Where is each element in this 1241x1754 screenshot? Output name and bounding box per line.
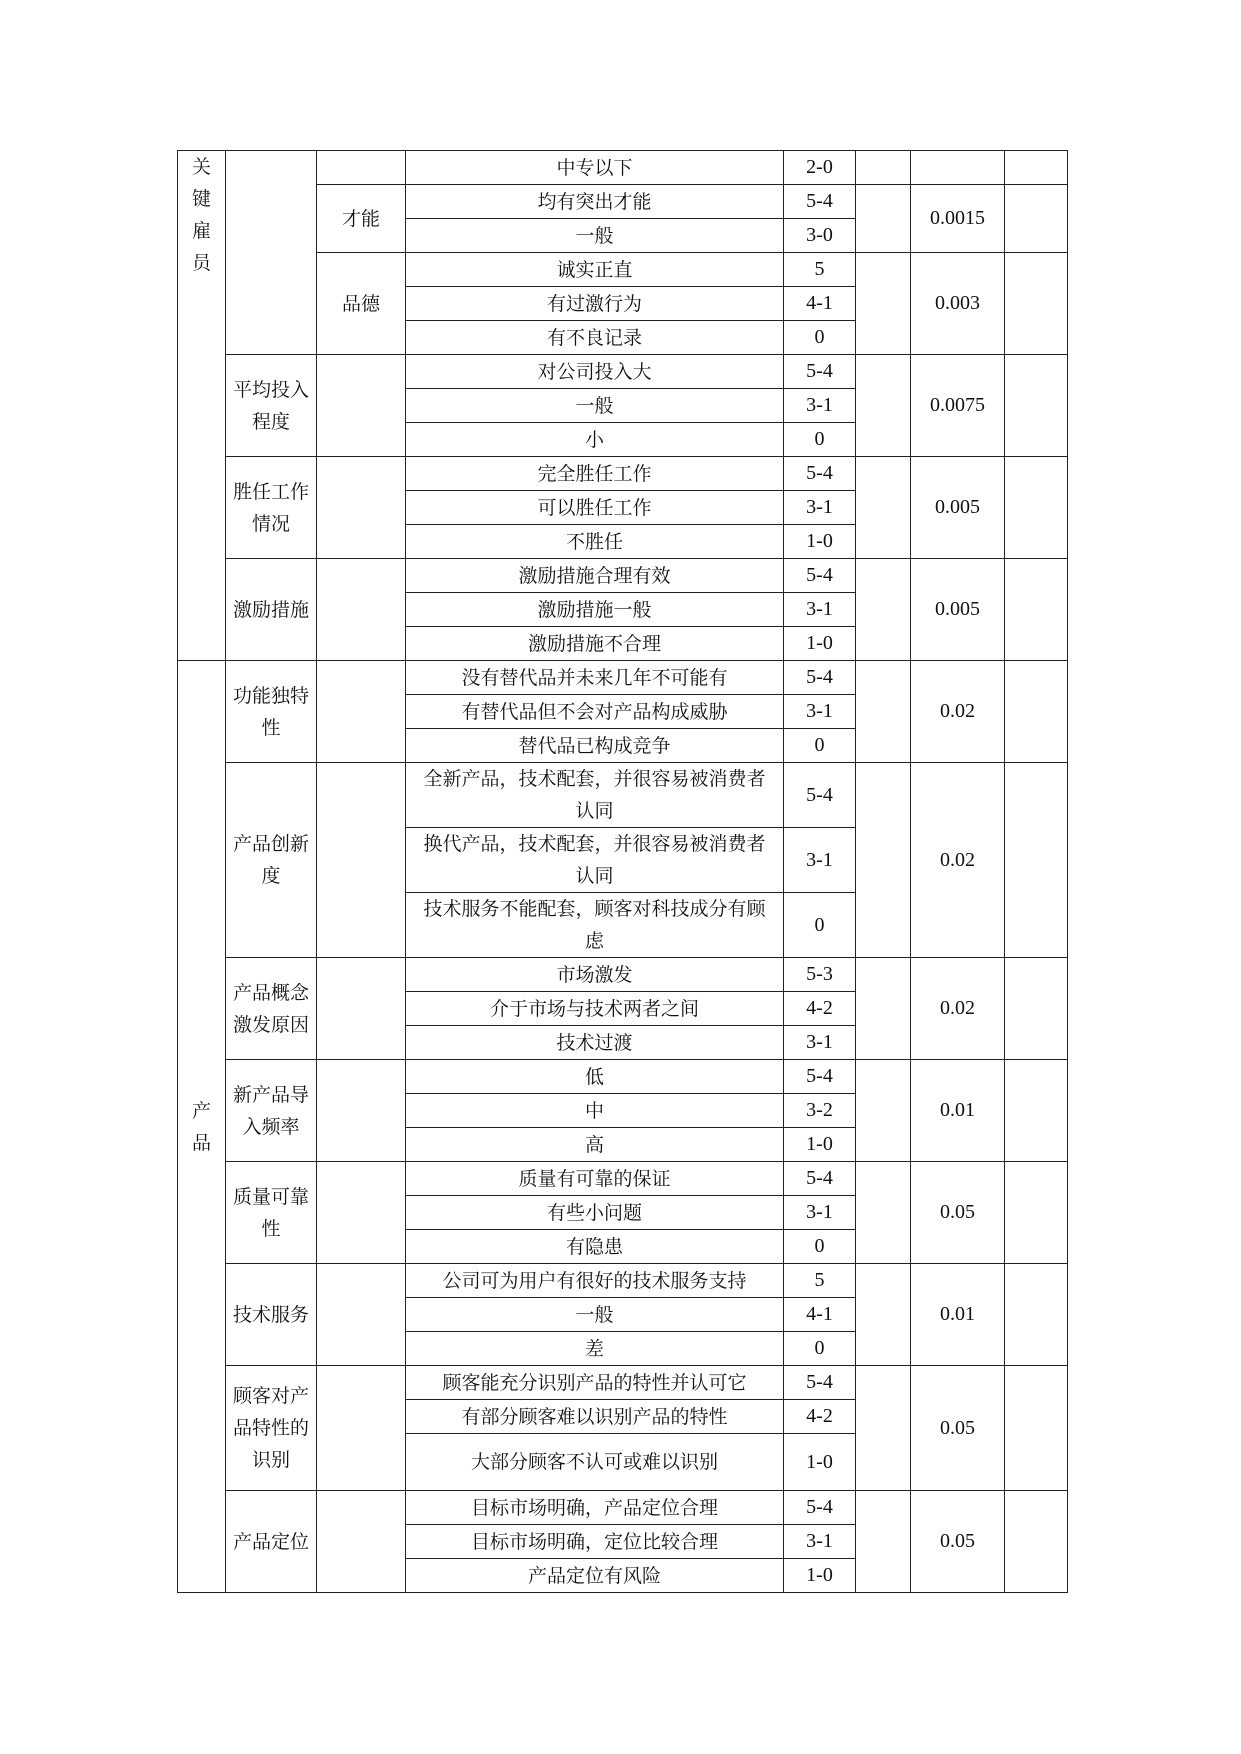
empty-cell	[856, 185, 911, 253]
sub-item-cell: 平均投入程度	[226, 355, 317, 457]
detail-cell: 才能	[317, 185, 406, 253]
empty-cell	[856, 958, 911, 1060]
detail-cell	[317, 1060, 406, 1162]
score-cell: 2-0	[784, 151, 856, 185]
sub-item-cell: 产品定位	[226, 1491, 317, 1593]
empty-cell	[1005, 355, 1068, 457]
scoring-table	[177, 150, 1068, 1593]
criterion-cell: 低	[406, 1060, 784, 1094]
score-cell: 4-2	[784, 992, 856, 1026]
table-row	[178, 1366, 1068, 1400]
sub-item-cell: 质量可靠性	[226, 1162, 317, 1264]
table-row	[178, 1491, 1068, 1525]
criterion-cell: 技术过渡	[406, 1026, 784, 1060]
criterion-cell: 有过激行为	[406, 287, 784, 321]
criterion-cell: 中	[406, 1094, 784, 1128]
empty-cell	[1005, 185, 1068, 253]
sub-item-cell: 胜任工作情况	[226, 457, 317, 559]
criterion-cell: 公司可为用户有很好的技术服务支持	[406, 1264, 784, 1298]
table-row	[178, 559, 1068, 593]
criterion-cell: 不胜任	[406, 525, 784, 559]
table-row	[178, 151, 1068, 185]
empty-cell	[856, 457, 911, 559]
empty-cell	[1005, 958, 1068, 1060]
criterion-cell: 大部分顾客不认可或难以识别	[406, 1434, 784, 1491]
criterion-cell: 激励措施合理有效	[406, 559, 784, 593]
empty-cell	[856, 151, 911, 185]
score-cell: 5-4	[784, 661, 856, 695]
score-cell: 0	[784, 893, 856, 958]
criterion-cell: 质量有可靠的保证	[406, 1162, 784, 1196]
weight-cell: 0.05	[911, 1366, 1005, 1491]
detail-cell: 品德	[317, 253, 406, 355]
empty-cell	[1005, 253, 1068, 355]
score-cell: 3-1	[784, 828, 856, 893]
score-cell: 5-4	[784, 1060, 856, 1094]
empty-cell	[1005, 1491, 1068, 1593]
detail-cell	[317, 151, 406, 185]
criterion-cell: 可以胜任工作	[406, 491, 784, 525]
score-cell: 0	[784, 1230, 856, 1264]
score-cell: 1-0	[784, 1559, 856, 1593]
empty-cell	[1005, 1060, 1068, 1162]
criterion-cell: 技术服务不能配套，顾客对科技成分有顾虑	[406, 893, 784, 958]
weight-cell: 0.05	[911, 1162, 1005, 1264]
score-cell: 4-1	[784, 287, 856, 321]
criterion-cell: 有些小问题	[406, 1196, 784, 1230]
criterion-cell: 介于市场与技术两者之间	[406, 992, 784, 1026]
empty-cell	[856, 1264, 911, 1366]
score-cell: 3-1	[784, 491, 856, 525]
score-cell: 1-0	[784, 525, 856, 559]
score-cell: 0	[784, 1332, 856, 1366]
criterion-cell: 一般	[406, 219, 784, 253]
criterion-cell: 有隐患	[406, 1230, 784, 1264]
empty-cell	[1005, 763, 1068, 958]
criterion-cell: 换代产品，技术配套，并很容易被消费者认同	[406, 828, 784, 893]
score-cell: 5-4	[784, 559, 856, 593]
detail-cell	[317, 457, 406, 559]
empty-cell	[856, 355, 911, 457]
sub-item-cell: 产品创新度	[226, 763, 317, 958]
criterion-cell: 目标市场明确，产品定位合理	[406, 1491, 784, 1525]
criterion-cell: 有部分顾客难以识别产品的特性	[406, 1400, 784, 1434]
category-label: 关键雇员	[191, 156, 211, 274]
table-row	[178, 1162, 1068, 1196]
detail-cell	[317, 559, 406, 661]
score-cell: 5	[784, 253, 856, 287]
score-cell: 5-4	[784, 1162, 856, 1196]
table-row	[178, 763, 1068, 828]
empty-cell	[856, 1162, 911, 1264]
weight-cell: 0.01	[911, 1264, 1005, 1366]
criterion-cell: 高	[406, 1128, 784, 1162]
score-cell: 1-0	[784, 627, 856, 661]
weight-cell: 0.005	[911, 559, 1005, 661]
weight-cell: 0.0015	[911, 185, 1005, 253]
score-cell: 3-1	[784, 695, 856, 729]
detail-cell	[317, 1264, 406, 1366]
detail-cell	[317, 763, 406, 958]
criterion-cell: 激励措施不合理	[406, 627, 784, 661]
detail-cell	[317, 958, 406, 1060]
criterion-cell: 小	[406, 423, 784, 457]
criterion-cell: 诚实正直	[406, 253, 784, 287]
score-cell: 4-2	[784, 1400, 856, 1434]
criterion-cell: 一般	[406, 1298, 784, 1332]
score-cell: 4-1	[784, 1298, 856, 1332]
criterion-cell: 目标市场明确，定位比较合理	[406, 1525, 784, 1559]
category-cell	[178, 151, 226, 661]
weight-cell: 0.05	[911, 1491, 1005, 1593]
criterion-cell: 全新产品，技术配套，并很容易被消费者认同	[406, 763, 784, 828]
criterion-cell: 对公司投入大	[406, 355, 784, 389]
category-cell	[178, 661, 226, 1593]
empty-cell	[856, 1060, 911, 1162]
table-row	[178, 1264, 1068, 1298]
detail-cell	[317, 661, 406, 763]
score-cell: 0	[784, 729, 856, 763]
score-cell: 3-2	[784, 1094, 856, 1128]
score-cell: 3-1	[784, 593, 856, 627]
score-cell: 0	[784, 321, 856, 355]
empty-cell	[856, 1366, 911, 1491]
score-cell: 3-1	[784, 1196, 856, 1230]
score-cell: 5-4	[784, 763, 856, 828]
detail-cell	[317, 1162, 406, 1264]
sub-item-cell: 激励措施	[226, 559, 317, 661]
empty-cell	[1005, 661, 1068, 763]
empty-cell	[1005, 1366, 1068, 1491]
sub-item-cell: 顾客对产品特性的识别	[226, 1366, 317, 1491]
score-cell: 1-0	[784, 1128, 856, 1162]
empty-cell	[856, 253, 911, 355]
empty-cell	[1005, 1264, 1068, 1366]
score-cell: 5-4	[784, 355, 856, 389]
score-cell: 5-4	[784, 185, 856, 219]
weight-cell: 0.02	[911, 958, 1005, 1060]
score-cell: 5-3	[784, 958, 856, 992]
empty-cell	[856, 661, 911, 763]
weight-cell	[911, 151, 1005, 185]
empty-cell	[1005, 559, 1068, 661]
sub-item-cell: 技术服务	[226, 1264, 317, 1366]
empty-cell	[1005, 1162, 1068, 1264]
criterion-cell: 替代品已构成竞争	[406, 729, 784, 763]
sub-item-cell: 产品概念激发原因	[226, 958, 317, 1060]
table-row	[178, 355, 1068, 389]
detail-cell	[317, 1366, 406, 1491]
table-row	[178, 661, 1068, 695]
detail-cell	[317, 355, 406, 457]
table-row	[178, 958, 1068, 992]
detail-cell	[317, 1491, 406, 1593]
criterion-cell: 有替代品但不会对产品构成威胁	[406, 695, 784, 729]
empty-cell	[856, 559, 911, 661]
weight-cell: 0.005	[911, 457, 1005, 559]
score-cell: 3-1	[784, 1026, 856, 1060]
criterion-cell: 产品定位有风险	[406, 1559, 784, 1593]
table-row	[178, 457, 1068, 491]
score-cell: 1-0	[784, 1434, 856, 1491]
category-label: 产品	[191, 1099, 211, 1154]
weight-cell: 0.02	[911, 661, 1005, 763]
criterion-cell: 激励措施一般	[406, 593, 784, 627]
score-cell: 5-4	[784, 457, 856, 491]
table-row	[178, 1060, 1068, 1094]
criterion-cell: 完全胜任工作	[406, 457, 784, 491]
score-cell: 5-4	[784, 1366, 856, 1400]
weight-cell: 0.02	[911, 763, 1005, 958]
weight-cell: 0.01	[911, 1060, 1005, 1162]
weight-cell: 0.0075	[911, 355, 1005, 457]
criterion-cell: 均有突出才能	[406, 185, 784, 219]
sub-item-cell: 功能独特性	[226, 661, 317, 763]
criterion-cell: 一般	[406, 389, 784, 423]
empty-cell	[1005, 457, 1068, 559]
score-cell: 3-1	[784, 389, 856, 423]
score-cell: 5	[784, 1264, 856, 1298]
score-cell: 3-1	[784, 1525, 856, 1559]
criterion-cell: 有不良记录	[406, 321, 784, 355]
score-cell: 3-0	[784, 219, 856, 253]
empty-cell	[1005, 151, 1068, 185]
criterion-cell: 差	[406, 1332, 784, 1366]
criterion-cell: 市场激发	[406, 958, 784, 992]
criterion-cell: 中专以下	[406, 151, 784, 185]
criterion-cell: 顾客能充分识别产品的特性并认可它	[406, 1366, 784, 1400]
sub-item-cell: 新产品导入频率	[226, 1060, 317, 1162]
empty-cell	[856, 763, 911, 958]
weight-cell: 0.003	[911, 253, 1005, 355]
sub-item-cell	[226, 151, 317, 355]
empty-cell	[856, 1491, 911, 1593]
score-cell: 5-4	[784, 1491, 856, 1525]
criterion-cell: 没有替代品并未来几年不可能有	[406, 661, 784, 695]
score-cell: 0	[784, 423, 856, 457]
